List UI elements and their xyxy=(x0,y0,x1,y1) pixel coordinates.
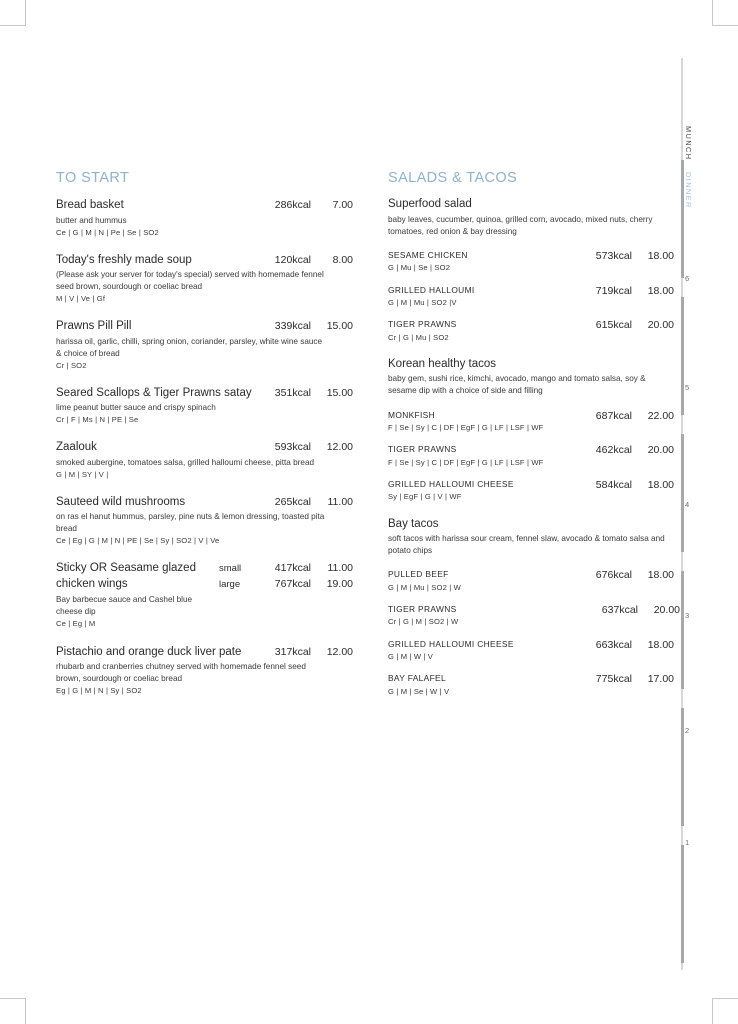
menu-item-price: 8.00 xyxy=(332,253,353,266)
salads-and-tacos-section xyxy=(388,170,680,711)
size-label: small xyxy=(219,563,242,575)
menu-group-name: Bay tacos xyxy=(388,517,439,530)
menu-item-allergens: Eg | G | M | N | Sy | SO2 xyxy=(56,685,142,695)
menu-item[interactable] xyxy=(56,386,353,426)
menu-item-allergens: F | Se | Sy | C | DF | EgF | G | LF | LSF | WF xyxy=(388,422,544,432)
menu-item-price: 18.00 xyxy=(647,478,674,491)
menu-item-name: SESAME CHICKEN xyxy=(388,249,468,260)
rail-number-4: 4 xyxy=(685,500,690,509)
menu-item-name: Today's freshly made soup xyxy=(56,253,192,266)
menu-item[interactable] xyxy=(388,444,674,468)
rail-tab-dinner[interactable]: DINNER xyxy=(684,172,693,209)
menu-item-kcal: 351kcal xyxy=(274,386,311,399)
menu-group-superfood-salad xyxy=(388,197,674,343)
menu-item-kcal: 265kcal xyxy=(274,495,311,508)
menu-item-pricing xyxy=(580,569,674,581)
menu-item[interactable] xyxy=(56,495,353,547)
menu-item-allergens: F | Se | Sy | C | DF | EgF | G | LF | LSF | WF xyxy=(388,457,544,467)
menu-item-description: lime peanut butter sauce and crispy spinach xyxy=(56,403,216,413)
menu-group-description: soft tacos with harissa sour cream, fennel slaw, avocado & tomato salsa and potato chips xyxy=(388,533,665,556)
menu-item-allergens: G | M | SY | V | xyxy=(56,469,109,479)
menu-item-text xyxy=(388,569,580,593)
menu-item-kcal: 676kcal xyxy=(595,569,632,582)
menu-item-pricing xyxy=(259,253,353,266)
rail-number-3: 3 xyxy=(685,611,690,620)
menu-item-allergens: Ce | G | M | N | Pe | Se | SO2 xyxy=(56,227,159,237)
menu-item-header xyxy=(56,319,353,334)
menu-item[interactable] xyxy=(56,645,353,697)
menu-item-name: TIGER PRAWNS xyxy=(388,444,457,455)
crop-mark-bottom-left xyxy=(0,998,26,1024)
menu-item[interactable] xyxy=(56,253,353,305)
menu-item-price: 20.00 xyxy=(653,603,680,616)
menu-item-pricing xyxy=(259,645,353,658)
menu-item-kcal: 593kcal xyxy=(274,441,311,454)
menu-item-header xyxy=(56,495,353,510)
menu-item-text xyxy=(388,319,580,343)
menu-group-bay-tacos xyxy=(388,517,680,697)
menu-item-description: harissa oil, garlic, chilli, spring onion, coriander, parsley, white wine sauce & choice of bread xyxy=(56,336,323,358)
menu-item-price: 12.00 xyxy=(326,645,353,658)
menu-item-price: 22.00 xyxy=(647,409,674,422)
menu-item[interactable] xyxy=(388,319,674,343)
menu-item-text xyxy=(388,444,580,468)
to-start-section xyxy=(56,170,353,711)
menu-item-header xyxy=(56,440,353,455)
section-title-salads-tacos: SALADS & TACOS xyxy=(388,170,518,186)
rail-number-1: 1 xyxy=(685,838,690,847)
menu-group-name: Korean healthy tacos xyxy=(388,358,497,371)
menu-item[interactable] xyxy=(388,285,674,309)
rail-tab-munch[interactable]: MUNCH xyxy=(684,126,693,161)
menu-item-allergens: Cr | G | Mu | SO2 xyxy=(388,332,449,342)
menu-item-name: Sticky OR Seasame glazed chicken wings xyxy=(56,562,196,590)
menu-item-pricing xyxy=(259,198,353,211)
menu-item-text xyxy=(388,604,580,628)
menu-item-description: butter and hummus xyxy=(56,215,127,225)
menu-item-kcal: 767kcal xyxy=(274,578,311,591)
menu-item[interactable] xyxy=(388,479,674,503)
menu-item-chicken-wings[interactable] xyxy=(56,561,353,629)
menu-item-kcal: 339kcal xyxy=(274,320,311,333)
menu-item-allergens: Sy | EgF | G | V | WF xyxy=(388,492,462,502)
menu-item-price: 18.00 xyxy=(647,284,674,297)
menu-item-description: on ras el hanut hummus, parsley, pine nuts & lemon dressing, toasted pita bread xyxy=(56,512,325,534)
rail-number-5: 5 xyxy=(685,383,690,392)
menu-group-description: baby leaves, cucumber, quinoa, grilled corn, avocado, mixed nuts, cherry tomatoes, red onion & bay dressing xyxy=(388,214,653,236)
menu-item-allergens: G | M | W | V xyxy=(388,651,433,661)
menu-item-kcal: 573kcal xyxy=(595,249,632,262)
menu-item-text xyxy=(388,410,580,434)
menu-item[interactable] xyxy=(56,440,353,480)
menu-item-allergens: Ce | Eg | G | M | N | PE | Se | Sy | SO2 | V | Ve xyxy=(56,536,220,546)
menu-item-name: Prawns Pill Pill xyxy=(56,320,132,333)
menu-item-description: smoked aubergine, tomatoes salsa, grilled halloumi cheese, pitta bread xyxy=(56,457,315,467)
menu-item-allergens: Cr | SO2 xyxy=(56,360,87,370)
menu-item-text xyxy=(388,639,580,663)
menu-item-name: TIGER PRAWNS xyxy=(388,603,457,614)
menu-item-price: 20.00 xyxy=(647,444,674,457)
menu-item-allergens: G | M | Mu | SO2 |V xyxy=(388,297,457,307)
menu-item-pricing xyxy=(580,673,674,685)
menu-item-allergens: G | Mu | Se | SO2 xyxy=(388,263,451,273)
menu-item-name: Zaalouk xyxy=(56,441,97,454)
menu-item-price: 15.00 xyxy=(326,386,353,399)
menu-item-description: rhubarb and cranberries chutney served with homemade fennel seed brown, sourdough or coeliac bread xyxy=(56,661,306,683)
menu-item-text xyxy=(388,479,580,503)
menu-item-pricing xyxy=(580,410,674,422)
menu-item-name: Bread basket xyxy=(56,199,124,212)
menu-item-kcal: 584kcal xyxy=(595,478,632,491)
menu-item-kcal: 719kcal xyxy=(595,284,632,297)
menu-item-kcal: 462kcal xyxy=(595,444,632,457)
menu-item-pricing xyxy=(259,319,353,332)
menu-item-name: Sauteed wild mushrooms xyxy=(56,495,186,508)
menu-item-allergens: M | V | Ve | Gf xyxy=(56,294,106,304)
menu-item-pricing xyxy=(580,319,674,331)
menu-item-header xyxy=(56,561,353,593)
menu-item-name: GRILLED HALLOUMI xyxy=(388,284,475,295)
menu-item-price: 11.00 xyxy=(327,495,353,508)
menu-item-pricing xyxy=(259,386,353,399)
menu-item-text xyxy=(388,285,580,309)
size-option-large xyxy=(219,577,353,590)
menu-item-name: Pistachio and orange duck liver pate xyxy=(56,645,242,658)
menu-item-price: 19.00 xyxy=(326,578,353,591)
rail-segment-5[interactable] xyxy=(681,297,684,415)
menu-item-pricing xyxy=(259,561,353,574)
menu-item-kcal: 286kcal xyxy=(274,199,311,212)
crop-mark-top-right xyxy=(712,0,738,26)
menu-item-price: 18.00 xyxy=(647,249,674,262)
menu-item-text xyxy=(388,250,580,274)
menu-item-pricing xyxy=(259,440,353,453)
menu-item-header xyxy=(56,645,353,660)
menu-item[interactable] xyxy=(388,410,674,434)
menu-item-pricing xyxy=(580,479,674,491)
menu-item[interactable] xyxy=(388,603,680,628)
rail-segment-4[interactable] xyxy=(681,434,684,552)
menu-item-description: (Please ask your server for today's special) served with homemade fennel seed brown, sourdough or coeliac bread xyxy=(56,270,324,292)
rail-number-2: 2 xyxy=(685,726,690,735)
menu-item-allergens: Cr | G | M | SO2 | W xyxy=(388,617,459,627)
menu-item-price: 18.00 xyxy=(647,638,674,651)
menu-item-price: 12.00 xyxy=(326,441,353,454)
menu-item-pricing xyxy=(580,444,674,456)
menu-item-pricing xyxy=(259,577,353,590)
menu-item-kcal: 775kcal xyxy=(595,673,632,686)
menu-group-name: Superfood salad xyxy=(388,198,472,211)
rail-segment-2[interactable] xyxy=(681,708,684,826)
menu-item-pricing xyxy=(580,285,674,297)
menu-item-price: 15.00 xyxy=(326,320,353,333)
size-label: large xyxy=(219,579,241,591)
menu-item-allergens: G | M | Se | W | V xyxy=(388,686,450,696)
menu-item-price: 18.00 xyxy=(647,569,674,582)
menu-item[interactable] xyxy=(56,198,353,238)
menu-item-name: TIGER PRAWNS xyxy=(388,319,457,330)
size-option-small xyxy=(219,561,353,574)
crop-mark-bottom-right xyxy=(712,998,738,1024)
menu-item-allergens: Ce | Eg | M xyxy=(56,619,96,629)
menu-group-description: baby gem, sushi rice, kimchi, avocado, mango and tomato salsa, soy & sesame dip with a choice of side and filling xyxy=(388,374,646,396)
menu-item-kcal: 417kcal xyxy=(274,562,311,575)
section-title-to-start: TO START xyxy=(56,170,130,186)
menu-item[interactable] xyxy=(388,673,674,697)
menu-item-text xyxy=(388,673,580,697)
rail-number-6: 6 xyxy=(685,274,690,283)
menu-item-name: PULLED BEEF xyxy=(388,569,449,580)
menu-item-kcal: 637kcal xyxy=(601,603,638,616)
rail-segment-3[interactable] xyxy=(681,571,684,689)
menu-item-allergens: G | M | Mu | SO2 | W xyxy=(388,582,461,592)
menu-item-name: Seared Scallops & Tiger Prawns satay xyxy=(56,386,252,399)
menu-item-allergens: Cr | F | Ms | N | PE | Se xyxy=(56,415,139,425)
menu-item-name: GRILLED HALLOUMI CHEESE xyxy=(388,478,514,489)
menu-item-name: BAY FALAFEL xyxy=(388,673,447,684)
menu-group-korean-healthy-tacos xyxy=(388,357,674,503)
rail-segment-1[interactable] xyxy=(681,845,684,963)
crop-mark-top-left xyxy=(0,0,26,26)
menu-item[interactable] xyxy=(56,319,353,371)
menu-item-header xyxy=(56,253,353,268)
menu-item-kcal: 663kcal xyxy=(595,638,632,651)
menu-item[interactable] xyxy=(388,569,674,593)
menu-item-kcal: 687kcal xyxy=(595,409,632,422)
menu-item[interactable] xyxy=(388,250,674,274)
menu-item-price: 7.00 xyxy=(332,199,353,212)
menu-item-name: MONKFISH xyxy=(388,409,436,420)
menu-item-pricing xyxy=(259,495,353,508)
menu-item-price: 17.00 xyxy=(647,673,674,686)
menu-item-size-options xyxy=(219,561,353,593)
menu-item-name: GRILLED HALLOUMI CHEESE xyxy=(388,638,514,649)
menu-item-description: Bay barbecue sauce and Cashel blue cheese dip xyxy=(56,595,193,617)
menu-item-price: 20.00 xyxy=(647,319,674,332)
menu-item[interactable] xyxy=(388,639,674,663)
menu-item-price: 11.00 xyxy=(327,562,353,575)
menu-item-kcal: 317kcal xyxy=(274,645,311,658)
menu-item-kcal: 615kcal xyxy=(595,319,632,332)
menu-item-pricing xyxy=(580,250,674,262)
menu-item-header xyxy=(56,386,353,401)
menu-item-header xyxy=(56,198,353,213)
menu-item-pricing xyxy=(580,639,674,651)
menu-item-pricing xyxy=(586,604,680,616)
menu-item-kcal: 120kcal xyxy=(274,253,311,266)
